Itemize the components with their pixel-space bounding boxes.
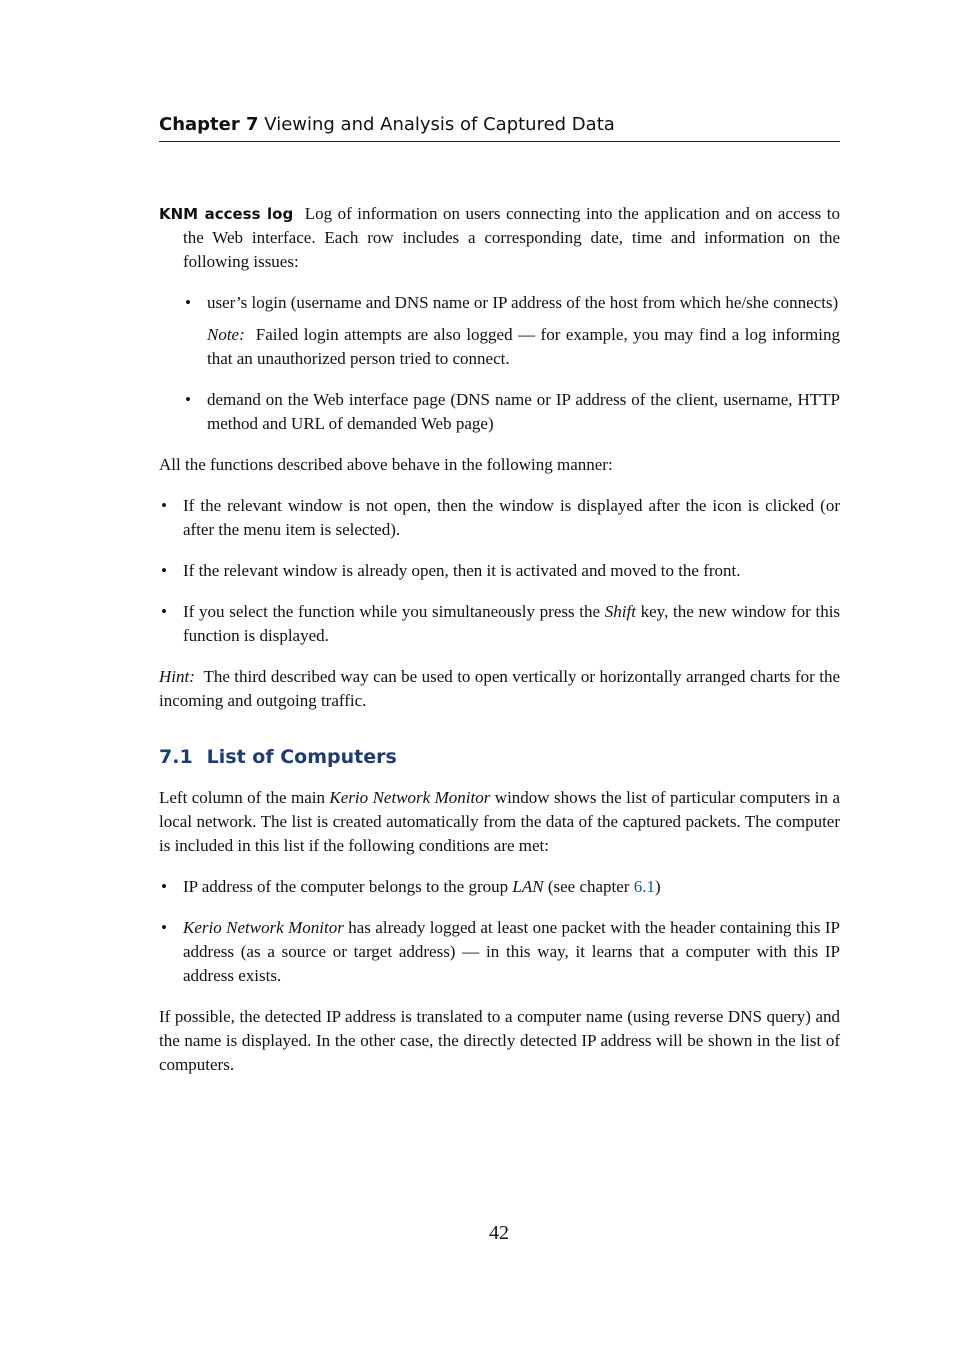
product-name: Kerio Network Monitor xyxy=(183,918,344,937)
knm-item-demand: demand on the Web interface page (DNS name or IP address of the client, username, HTTP method and URL of demanded Web page) xyxy=(207,390,840,433)
term-knm-access-log: KNM access log xyxy=(159,205,294,223)
function-bullet-2: If the relevant window is already open, then it is activated and moved to the front. xyxy=(183,561,741,580)
product-name: Kerio Network Monitor xyxy=(329,788,491,807)
page-content xyxy=(159,202,840,1077)
section-heading xyxy=(159,745,840,769)
list-item xyxy=(183,388,840,436)
shift-key: Shift xyxy=(604,602,636,621)
list-item xyxy=(159,916,840,988)
c1-mid: (see chapter xyxy=(547,877,630,896)
function-bullet-3-post: key, the new window for this function is displayed. xyxy=(183,602,841,645)
chapter-link-6-1[interactable]: 6.1 xyxy=(633,877,655,896)
lan-group: LAN xyxy=(512,877,544,896)
conditions-list xyxy=(159,875,840,988)
section-number: 7.1 xyxy=(159,746,193,768)
function-bullet-1: If the relevant window is not open, then the window is displayed after the icon is clicked (or after the menu item is selected). xyxy=(183,496,840,539)
note-paragraph xyxy=(207,323,840,371)
c1-post: ) xyxy=(654,877,661,896)
hint-text: The third described way can be used to open vertically or horizontally arranged charts for the incoming and outgoing traffic. xyxy=(159,667,840,710)
chapter-title: Viewing and Analysis of Captured Data xyxy=(264,114,615,135)
hint-label: Hint: xyxy=(159,667,195,686)
section-paragraph-2: If possible, the detected IP address is translated to a computer name (using reverse DNS query) and the name is displayed. In the other case, the directly detected IP address will be shown in the list of computers. xyxy=(159,1007,840,1074)
page-number: 42 xyxy=(489,1222,509,1244)
knm-access-log-description xyxy=(159,202,840,274)
list-item xyxy=(159,559,840,583)
p1-post: window shows the list of particular computers in a local network. The list is created automatically from the data of the captured packets. The computer is included in this list if the following conditions are met: xyxy=(159,788,840,855)
note-text: Failed login attempts are also logged — for example, you may find a log informing that an unauthorized person tried to connect. xyxy=(207,325,840,368)
list-item xyxy=(183,291,840,371)
note-label: Note: xyxy=(207,325,245,344)
list-item xyxy=(159,600,840,648)
list-item xyxy=(159,875,840,899)
hint-paragraph xyxy=(159,665,840,713)
c2-text: has already logged at least one packet with the header containing this IP address (as a source or target address) — in this way, it learns that a computer with this IP address exists. xyxy=(183,918,840,985)
running-header xyxy=(159,114,840,142)
list-item xyxy=(159,494,840,542)
functions-list xyxy=(159,494,840,648)
c1-pre: IP address of the computer belongs to the group xyxy=(183,877,509,896)
knm-item-login: user’s login (username and DNS name or IP address of the host from which he/she connects) xyxy=(207,293,839,312)
knm-items-list xyxy=(159,291,840,436)
chapter-label: Chapter 7 xyxy=(159,114,259,135)
section-title: List of Computers xyxy=(206,746,397,768)
functions-intro: All the functions described above behave in the following manner: xyxy=(159,455,613,474)
function-bullet-3-pre: If you select the function while you simultaneously press the xyxy=(183,602,601,621)
knm-intro: Log of information on users connecting into the application and on access to the Web interface. Each row includes a corresponding date, time and information on the following issues: xyxy=(183,204,841,271)
p1-pre: Left column of the main xyxy=(159,788,325,807)
section-paragraph-1 xyxy=(159,786,840,858)
